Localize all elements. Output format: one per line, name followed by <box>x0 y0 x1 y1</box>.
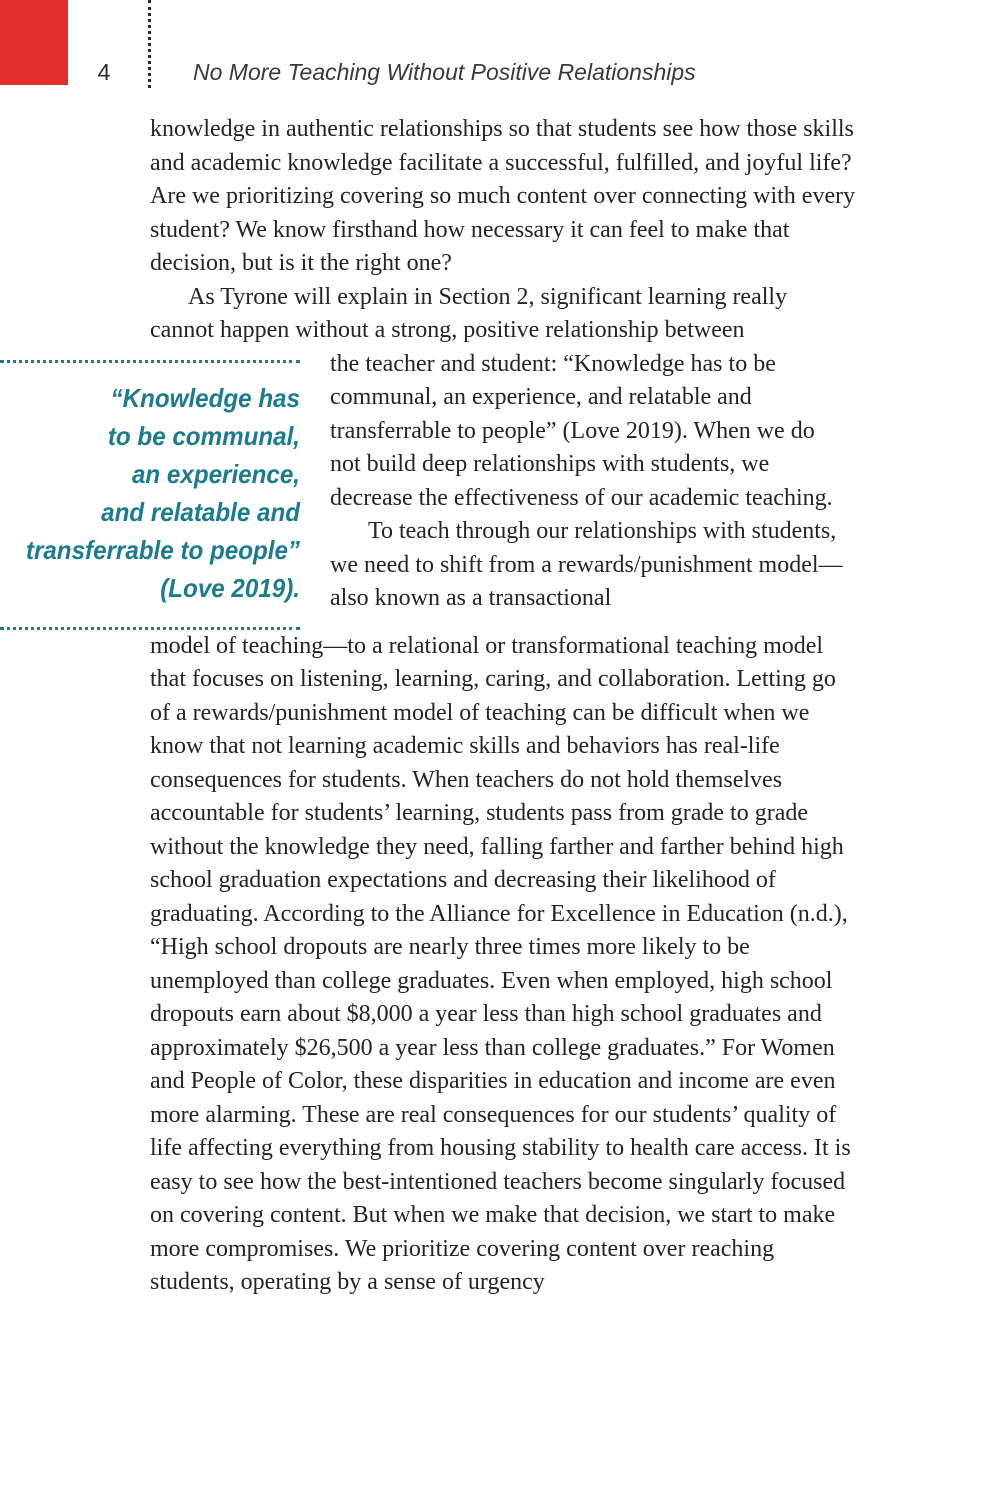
paragraph-intro: As Tyrone will explain in Section 2, significant learning really cannot happen without a strong, positive relationship between <box>150 283 788 343</box>
page-body <box>25 113 856 1300</box>
pull-quote-row <box>0 348 856 630</box>
pull-quote-line: and relatable and <box>101 496 301 527</box>
wrapped-text-column <box>330 348 856 616</box>
pull-quote-line: (Love 2019). <box>160 572 300 603</box>
header-dotted-rule <box>148 0 151 88</box>
paragraph-wrapped: the teacher and student: “Knowledge has to be communal, an experience, and relatable and transferrable to people” (Love 2019). When we do not build deep relationships with students, we decrease the effectiveness of our academic teaching. <box>330 350 833 511</box>
running-header: No More Teaching Without Positive Relationships <box>193 59 696 85</box>
pull-quote-text <box>21 379 300 607</box>
pull-quote-line: transferrable to people” <box>25 534 300 565</box>
pull-quote-line: “Knowledge has <box>110 382 300 413</box>
corner-red-block <box>0 0 68 85</box>
paragraph-continuation: model of teaching—to a relational or transformational teaching model that focuses on listening, learning, caring, and collaboration. Letting go of a rewards/punishment model of teaching can be difficult when we know that not learning academic skills and behaviors has real-life consequences for students. When teachers do not hold themselves accountable for students’ learning, students pass from grade to grade without the knowledge they need, falling farther and farther behind high school graduation expectations and decreasing their likelihood of graduating. According to the Alliance for Excellence in Education (n.d.), “High school dropouts are nearly three times more likely to be unemployed than college graduates. Even when employed, high school dropouts earn about $8,000 a year less than high school graduates and approximately $26,500 a year less than college graduates.” For Women and People of Color, these disparities in education and income are even more alarming. These are real consequences for our students’ quality of life affecting everything from housing stability to health care access. It is easy to see how the best-intentioned teachers become singularly focused on covering content. But when we make that decision, we start to make more compromises. We prioritize covering content over reaching students, operating by a sense of urgency <box>150 632 851 1295</box>
pull-quote-line: an experience, <box>131 458 300 489</box>
pull-quote-line: to be communal, <box>107 420 300 451</box>
pull-quote <box>0 360 300 630</box>
paragraph-wrapped: To teach through our relationships with students, we need to shift from a rewards/punishment model—also known as a transactional <box>330 518 843 611</box>
paragraph-continuation: knowledge in authentic relationships so that students see how those skills and academic knowledge facilitate a successful, fulfilled, and joyful life? Are we prioritizing covering so much content over connecting with every student? We know firsthand how necessary it can feel to make that decision, but is it the right one? <box>150 116 856 276</box>
page-number: 4 <box>97 59 111 85</box>
